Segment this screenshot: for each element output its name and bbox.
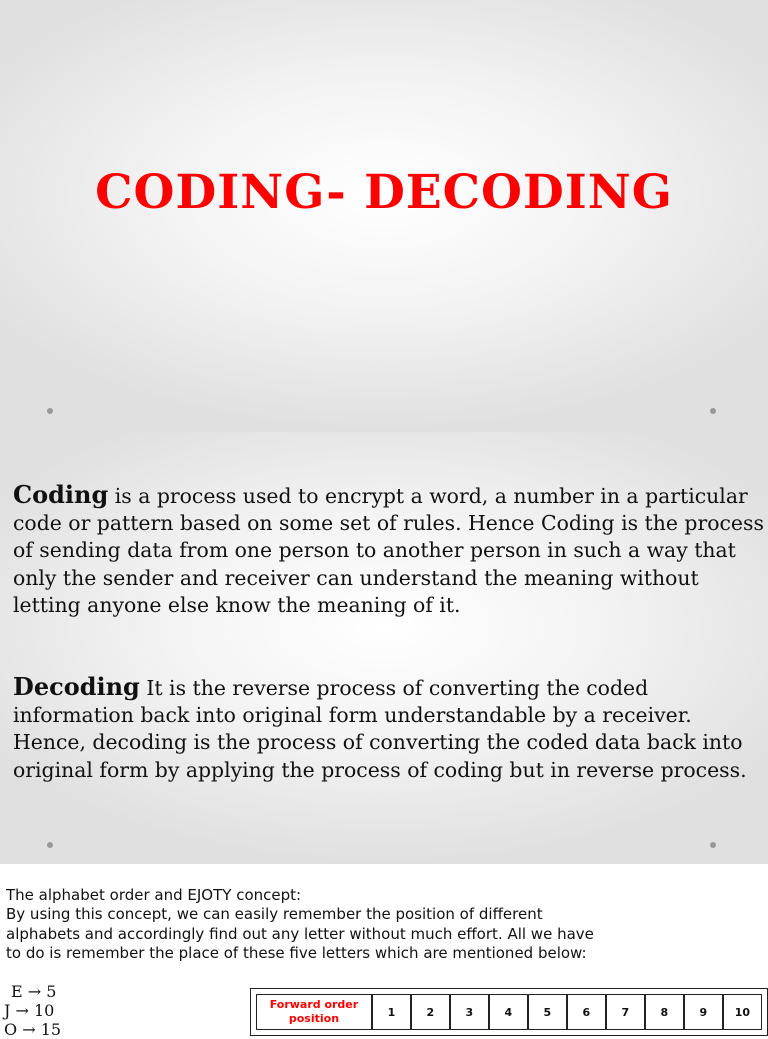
mapping-o: O → 15 — [4, 1020, 62, 1039]
table-cell: 3 — [450, 994, 489, 1030]
mapping-j: J → 10 — [4, 1001, 55, 1020]
table-cell: 9 — [684, 994, 723, 1030]
decoding-term: Decoding — [13, 672, 140, 701]
coding-definition — [13, 481, 768, 619]
table-cell: 10 — [723, 994, 762, 1030]
table-cell: 7 — [606, 994, 645, 1030]
decoding-definition — [13, 673, 768, 784]
table-cell: 6 — [567, 994, 606, 1030]
table-cell: 8 — [645, 994, 684, 1030]
table-cell: 4 — [489, 994, 528, 1030]
slide-dot-left — [47, 842, 53, 848]
table-cell: 2 — [411, 994, 450, 1030]
table-row — [256, 994, 762, 1030]
table-header-cell: Forward order position — [256, 994, 372, 1030]
slide-dot-right — [710, 408, 716, 414]
coding-text: is a process used to encrypt a word, a number in a particular code or pattern based on some set of rules. Hence Coding is the process of sending data from one person to another person in such a way that only the sender and receiver can understand the meaning without letting anyone else know the meaning of it. — [13, 484, 764, 617]
slide-dot-right — [710, 842, 716, 848]
position-table — [250, 988, 768, 1036]
mapping-e: E → 5 — [11, 982, 57, 1001]
ejoty-intro: The alphabet order and EJOTY concept: — [6, 886, 302, 904]
ejoty-body: By using this concept, we can easily remember the position of different alphabets and accordingly find out any letter without much effort. All we have to do is remember the place of these five letters which are mentioned below: — [6, 905, 594, 962]
table-cell: 5 — [528, 994, 567, 1030]
coding-term: Coding — [13, 480, 109, 509]
decoding-text: It is the reverse process of converting the coded information back into original form understandable by a receiver. Hence, decoding is the process of converting the coded data back into original form by applying the process of coding but in reverse process. — [13, 676, 747, 782]
table-cell: 1 — [372, 994, 411, 1030]
slide-dot-left — [47, 408, 53, 414]
title-slide — [0, 0, 768, 432]
slide-title: CODING- DECODING — [95, 165, 673, 220]
ejoty-description — [6, 886, 606, 963]
